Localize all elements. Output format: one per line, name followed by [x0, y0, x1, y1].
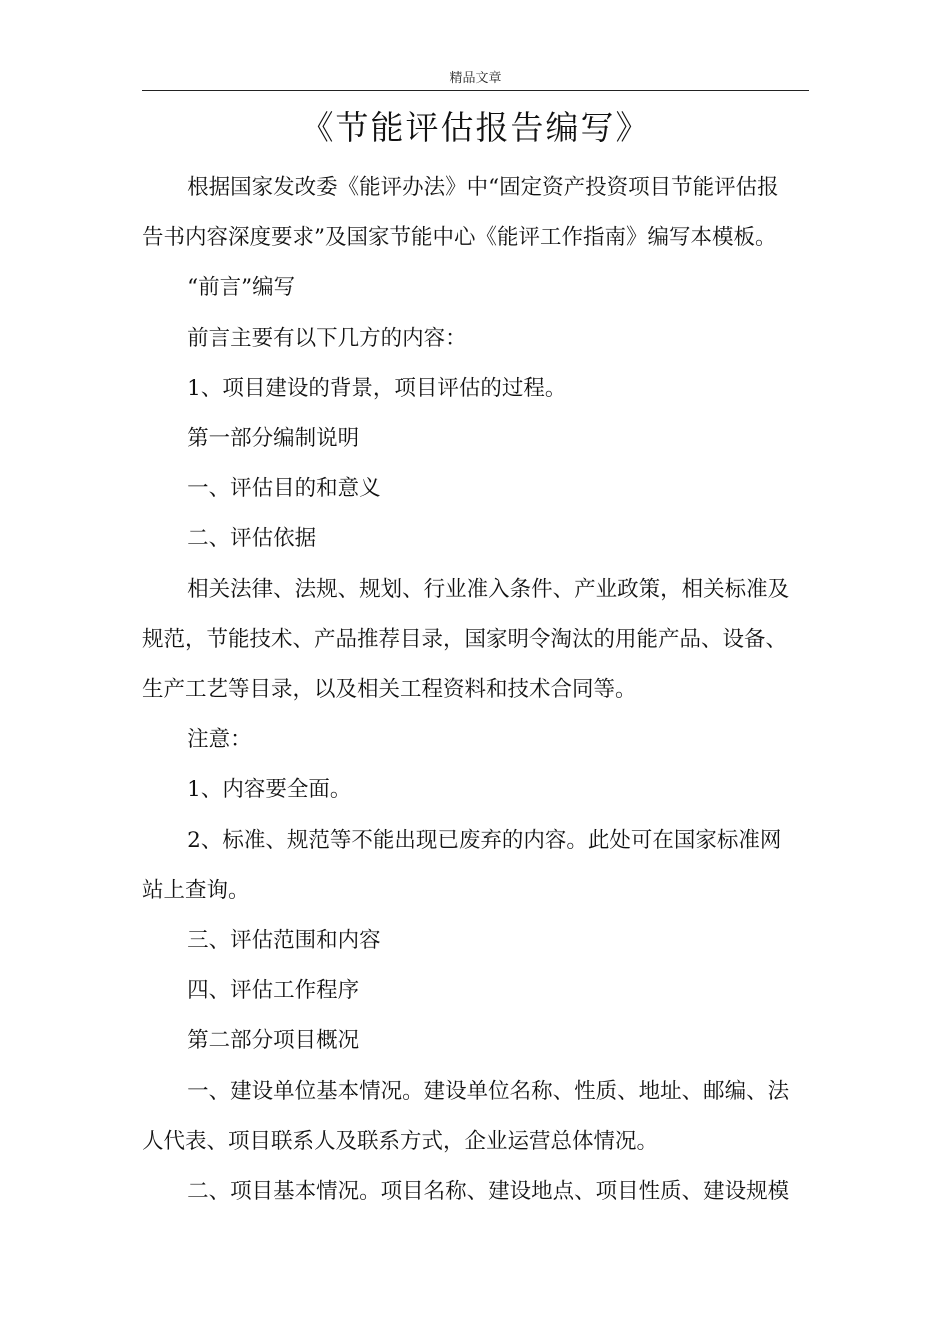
header-text: 精品文章 [449, 71, 502, 86]
paragraph-preface-content: 前言主要有以下几方的内容： [187, 325, 467, 351]
document-title: 《节能评估报告编写》 [300, 108, 651, 147]
paragraph-note-item-2: 2、标准、规范等不能出现已废弃的内容。此处可在国家标准网 站上查询。 [142, 827, 782, 903]
paragraph-part-two-heading: 第二部分项目概况 [187, 1028, 360, 1054]
paragraph-project-info: 二、项目基本情况。项目名称、建设地点、项目性质、建设规模 [187, 1179, 790, 1205]
paragraph-section-basis: 二、评估依据 [187, 526, 317, 552]
paragraph-intro: 根据国家发改委《能评办法》中“固定资产投资项目节能评估报 告书内容深度要求”及国家节能中心《能评工作指南》编写本模板。 [142, 175, 779, 251]
page-header [142, 72, 809, 91]
paragraph-note-heading: 注意： [187, 727, 252, 753]
document-body [142, 163, 810, 1217]
paragraph-basis-detail: 相关法律、法规、规划、行业准入条件、产业政策，相关标准及 规范，节能技术、产品推荐目录，国家明令淘汰的用能产品、设备、 生产工艺等目录，以及相关工程资料和技术合同等。 [142, 576, 790, 703]
paragraph-section-purpose: 一、评估目的和意义 [187, 476, 381, 502]
paragraph-section-procedure: 四、评估工作程序 [187, 978, 360, 1004]
paragraph-preface-heading: “前言”编写 [187, 275, 296, 301]
paragraph-note-item-1: 1、内容要全面。 [187, 777, 352, 803]
paragraph-preface-item-1: 1、项目建设的背景，项目评估的过程。 [187, 375, 567, 401]
paragraph-unit-info: 一、建设单位基本情况。建设单位名称、性质、地址、邮编、法 人代表、项目联系人及联系方式，企业运营总体情况。 [142, 1078, 790, 1154]
paragraph-section-scope: 三、评估范围和内容 [187, 928, 381, 954]
paragraph-part-one-heading: 第一部分编制说明 [187, 426, 360, 452]
